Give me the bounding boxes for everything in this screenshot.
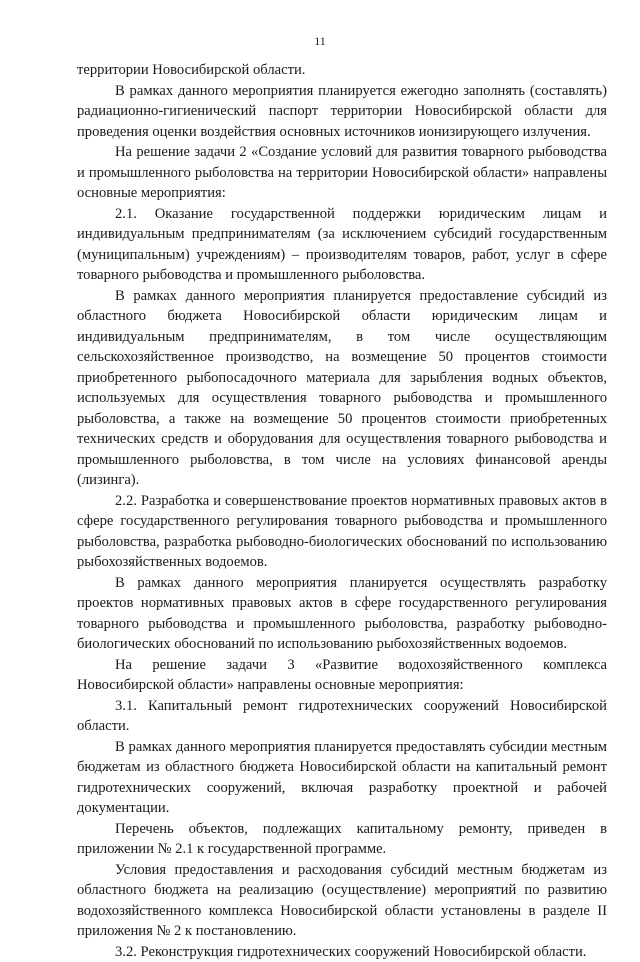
- paragraph-measure-3-2: 3.2. Реконструкция гидротехнических сооружений Новосибирской области.: [77, 942, 607, 962]
- paragraph-task-3-intro: На решение задачи 3 «Развитие водохозяйственного комплекса Новосибирской области» направлены основные мероприятия:: [77, 655, 607, 696]
- paragraph-measure-2-1-details: В рамках данного мероприятия планируется предоставление субсидий из областного бюджета Новосибирской области юридическим лицам и индивидуальным предпринимателям, в том числе осуществляющим сельскохозяйственное производство, на возмещение 50 процентов стоимости приобретенного рыбопосадочного материала для зарыбления водных объектов, используемых для осуществления товарного рыбоводства и промышленного рыболовства, а также на возмещение 50 процентов стоимости приобретенных технических средств и оборудования для осуществления товарного рыбоводства и промышленного рыболовства, в том числе на условиях финансовой аренды (лизинга).: [77, 286, 607, 491]
- paragraph-radiation-passport: В рамках данного мероприятия планируется ежегодно заполнять (составлять) радиационно-гигиенический паспорт территории Новосибирской области для проведения оценки воздействия основных источников ионизирующего излучения.: [77, 81, 607, 143]
- document-body: [77, 60, 607, 962]
- paragraph-measure-3-1-details: В рамках данного мероприятия планируется предоставлять субсидии местным бюджетам из областного бюджета Новосибирской области на капитальный ремонт гидротехнических сооружений, включая разработку проектной и рабочей документации.: [77, 737, 607, 819]
- paragraph-task-2-intro: На решение задачи 2 «Создание условий для развития товарного рыбоводства и промышленного рыболовства на территории Новосибирской области» направлены основные мероприятия:: [77, 142, 607, 204]
- paragraph-measure-2-1: 2.1. Оказание государственной поддержки юридическим лицам и индивидуальным предпринимателям (за исключением субсидий государственным (муниципальным) учреждениям) – производителям товаров, работ, услуг в сфере товарного рыбоводства и промышленного рыболовства.: [77, 204, 607, 286]
- page-number: 11: [0, 34, 640, 48]
- paragraph-continuation: территории Новосибирской области.: [77, 60, 607, 81]
- paragraph-measure-3-1: 3.1. Капитальный ремонт гидротехнических сооружений Новосибирской области.: [77, 696, 607, 737]
- paragraph-measure-2-2: 2.2. Разработка и совершенствование проектов нормативных правовых актов в сфере государственного регулирования товарного рыбоводства и промышленного рыболовства, разработка рыбоводно-биологических обоснований по использованию рыбохозяйственных водоемов.: [77, 491, 607, 573]
- paragraph-measure-2-2-details: В рамках данного мероприятия планируется осуществлять разработку проектов нормативных правовых актов в сфере государственного регулирования товарного рыбоводства и промышленного рыболовства, разработку рыбоводно-биологических обоснований по использованию рыбохозяйственных водоемов.: [77, 573, 607, 655]
- paragraph-objects-list: Перечень объектов, подлежащих капитальному ремонту, приведен в приложении № 2.1 к государственной программе.: [77, 819, 607, 860]
- paragraph-subsidy-conditions: Условия предоставления и расходования субсидий местным бюджетам из областного бюджета на реализацию (осуществление) мероприятий по развитию водохозяйственного комплекса Новосибирской области установлены в разделе II приложения № 2 к постановлению.: [77, 860, 607, 942]
